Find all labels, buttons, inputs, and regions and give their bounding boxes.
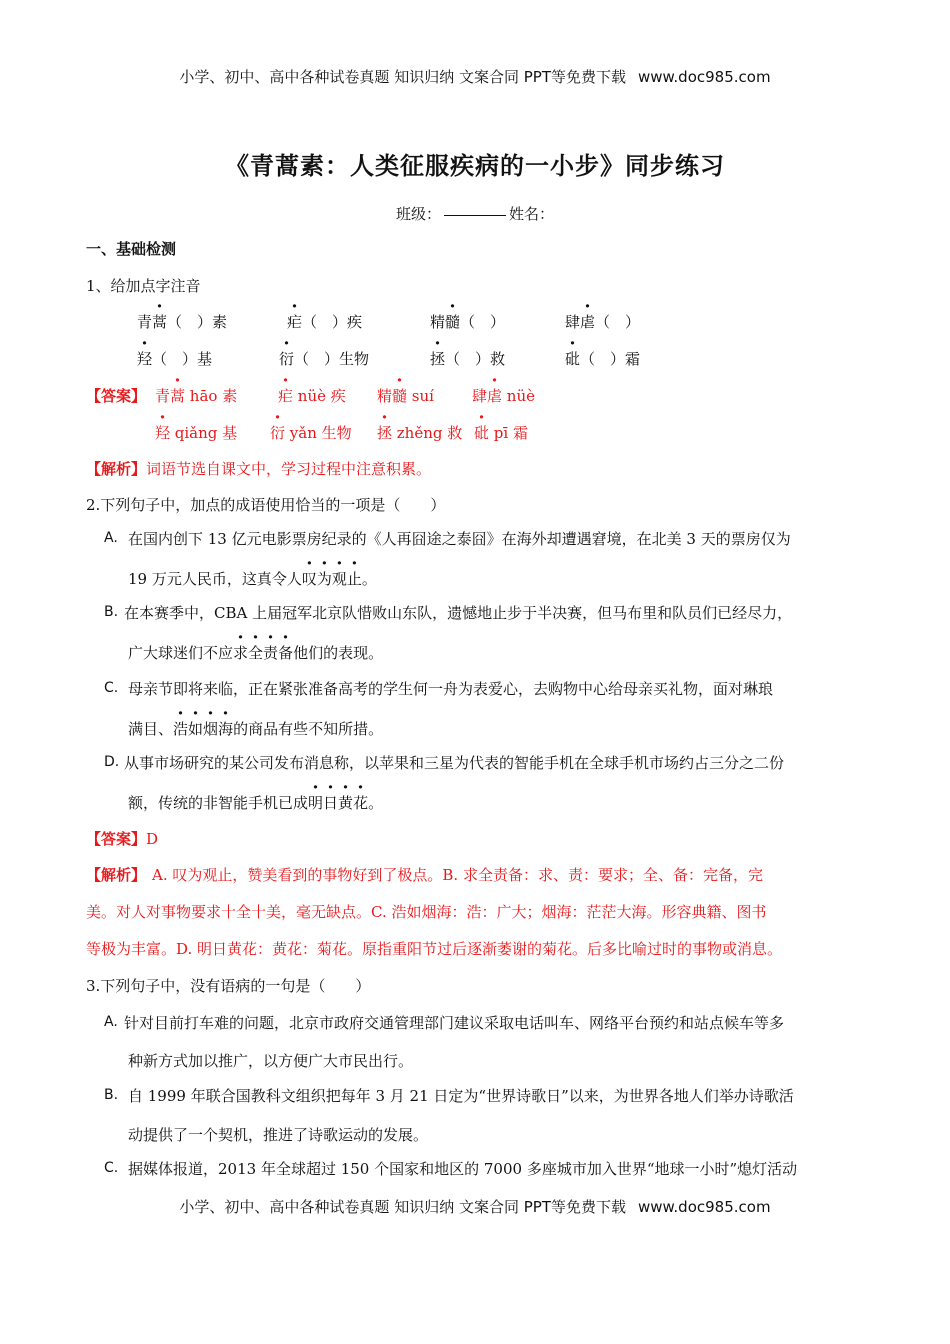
- answer-tag: 【答案】: [86, 387, 147, 405]
- q1-answer: 疟 nüè 疾: [278, 387, 346, 405]
- class-name-line: [0, 203, 950, 224]
- q1-item: 羟（ ）基: [137, 350, 213, 368]
- banner-url[interactable]: www.doc985.com: [637, 1198, 771, 1216]
- banner-url[interactable]: www.doc985.com: [637, 68, 771, 86]
- option-label: A.: [104, 1014, 118, 1030]
- q3-option-b-cont: 动提供了一个契机，推进了诗歌运动的发展。: [128, 1126, 429, 1144]
- q1-prompt: 1、给加点字注音: [86, 277, 201, 295]
- q1-answer: 衍 yǎn 生物: [270, 424, 352, 442]
- q2-answer: 【答案】D: [86, 830, 159, 848]
- q2-option-a: 在国内创下 13 亿元电影票房纪录的《人再囧途之泰囧》在海外却遭遇窘境，在北美 3 天的票房仅为: [128, 530, 791, 548]
- class-label: 班级：: [395, 205, 441, 223]
- q1-item: 衍（ ）生物: [279, 350, 370, 368]
- q1-answer: 砒 pī 霜: [474, 424, 528, 442]
- page-title: 《青蒿素：人类征服疾病的一小步》同步练习: [225, 152, 725, 180]
- header-banner: [0, 66, 950, 87]
- option-label: C.: [104, 680, 119, 696]
- q2-option-a-cont: 19 万元人民币，这真令人叹为观止。: [128, 570, 377, 588]
- q1-answer: 精髓 suí: [377, 387, 434, 405]
- option-label: C.: [104, 1160, 119, 1176]
- q1-answer: 拯 zhěng 救: [377, 424, 463, 442]
- q3-option-c: 据媒体报道，2013 年全球超过 150 个国家和地区的 7000 多座城市加入世界“地球一小时”熄灯活动: [128, 1160, 798, 1178]
- option-label: B.: [104, 1087, 119, 1103]
- name-label: 姓名：: [509, 205, 555, 223]
- class-blank: [444, 215, 506, 216]
- q1-analysis: 【解析】词语节选自课文中，学习过程中注意积累。: [86, 460, 432, 478]
- option-label: D.: [104, 754, 120, 770]
- banner-text: 小学、初中、高中各种试卷真题 知识归纳 文案合同 PPT等免费下载: [179, 1198, 626, 1216]
- q1-answer: 肆虐 nüè: [472, 387, 535, 405]
- q1-answer: 羟 qiǎng 基: [155, 424, 238, 442]
- q2-option-c: 母亲节即将来临，正在紧张准备高考的学生何一舟为表爱心，去购物中心给母亲买礼物，面对琳琅: [128, 680, 774, 698]
- q1-item: 砒（ ）霜: [565, 350, 641, 368]
- q2-analysis-cont: 美。对人对事物要求十全十美，毫无缺点。C. 浩如烟海：浩：广大；烟海：茫茫大海。形容典籍、图书: [86, 903, 767, 921]
- option-label: A.: [104, 530, 118, 546]
- q1-item: 肆虐（ ）: [565, 313, 641, 331]
- banner-text: 小学、初中、高中各种试卷真题 知识归纳 文案合同 PPT等免费下载: [179, 68, 626, 86]
- q3-option-a: 针对目前打车难的问题，北京市政府交通管理部门建议采取电话叫车、网络平台预约和站点候车等多: [124, 1014, 785, 1032]
- q1-answer: 青蒿 hāo 素: [155, 387, 238, 405]
- q1-item: 疟（ ）疾: [287, 313, 363, 331]
- q3-option-b: 自 1999 年联合国教科文组织把每年 3 月 21 日定为“世界诗歌日”以来，为世界各地人们举办诗歌活: [128, 1087, 794, 1105]
- q1-item: 青蒿（ ）素: [137, 313, 228, 331]
- q1-item: 精髓（ ）: [430, 313, 506, 331]
- q3-prompt: 3.下列句子中，没有语病的一句是（ ）: [86, 977, 371, 995]
- q2-prompt: 2.下列句子中，加点的成语使用恰当的一项是（ ）: [86, 496, 446, 514]
- section-heading: 一、基础检测: [86, 240, 177, 258]
- q2-option-d-cont: 额，传统的非智能手机已成明日黄花。: [128, 794, 384, 812]
- q2-analysis: 【解析】 A. 叹为观止，赞美看到的事物好到了极点。B. 求全责备：求、责：要求；全、备：完备，完: [86, 866, 763, 884]
- q2-option-b: 在本赛季中，CBA 上届冠军北京队惜败山东队，遗憾地止步于半决赛，但马布里和队员们已经尽力，: [124, 604, 793, 622]
- q2-option-b-cont: 广大球迷们不应求全责备他们的表现。: [128, 644, 384, 662]
- q2-analysis-cont: 等极为丰富。D. 明日黄花：黄花：菊花。原指重阳节过后逐渐萎谢的菊花。后多比喻过时的事物或消息。: [86, 940, 783, 958]
- footer-banner: [0, 1196, 950, 1217]
- q1-item: 拯（ ）救: [430, 350, 506, 368]
- q2-option-d: 从事市场研究的某公司发布消息称，以苹果和三星为代表的智能手机在全球手机市场约占三分之二份: [124, 754, 785, 772]
- q2-option-c-cont: 满目、浩如烟海的商品有些不知所措。: [128, 720, 384, 738]
- q3-option-a-cont: 种新方式加以推广，以方便广大市民出行。: [128, 1052, 414, 1070]
- option-label: B.: [104, 604, 119, 620]
